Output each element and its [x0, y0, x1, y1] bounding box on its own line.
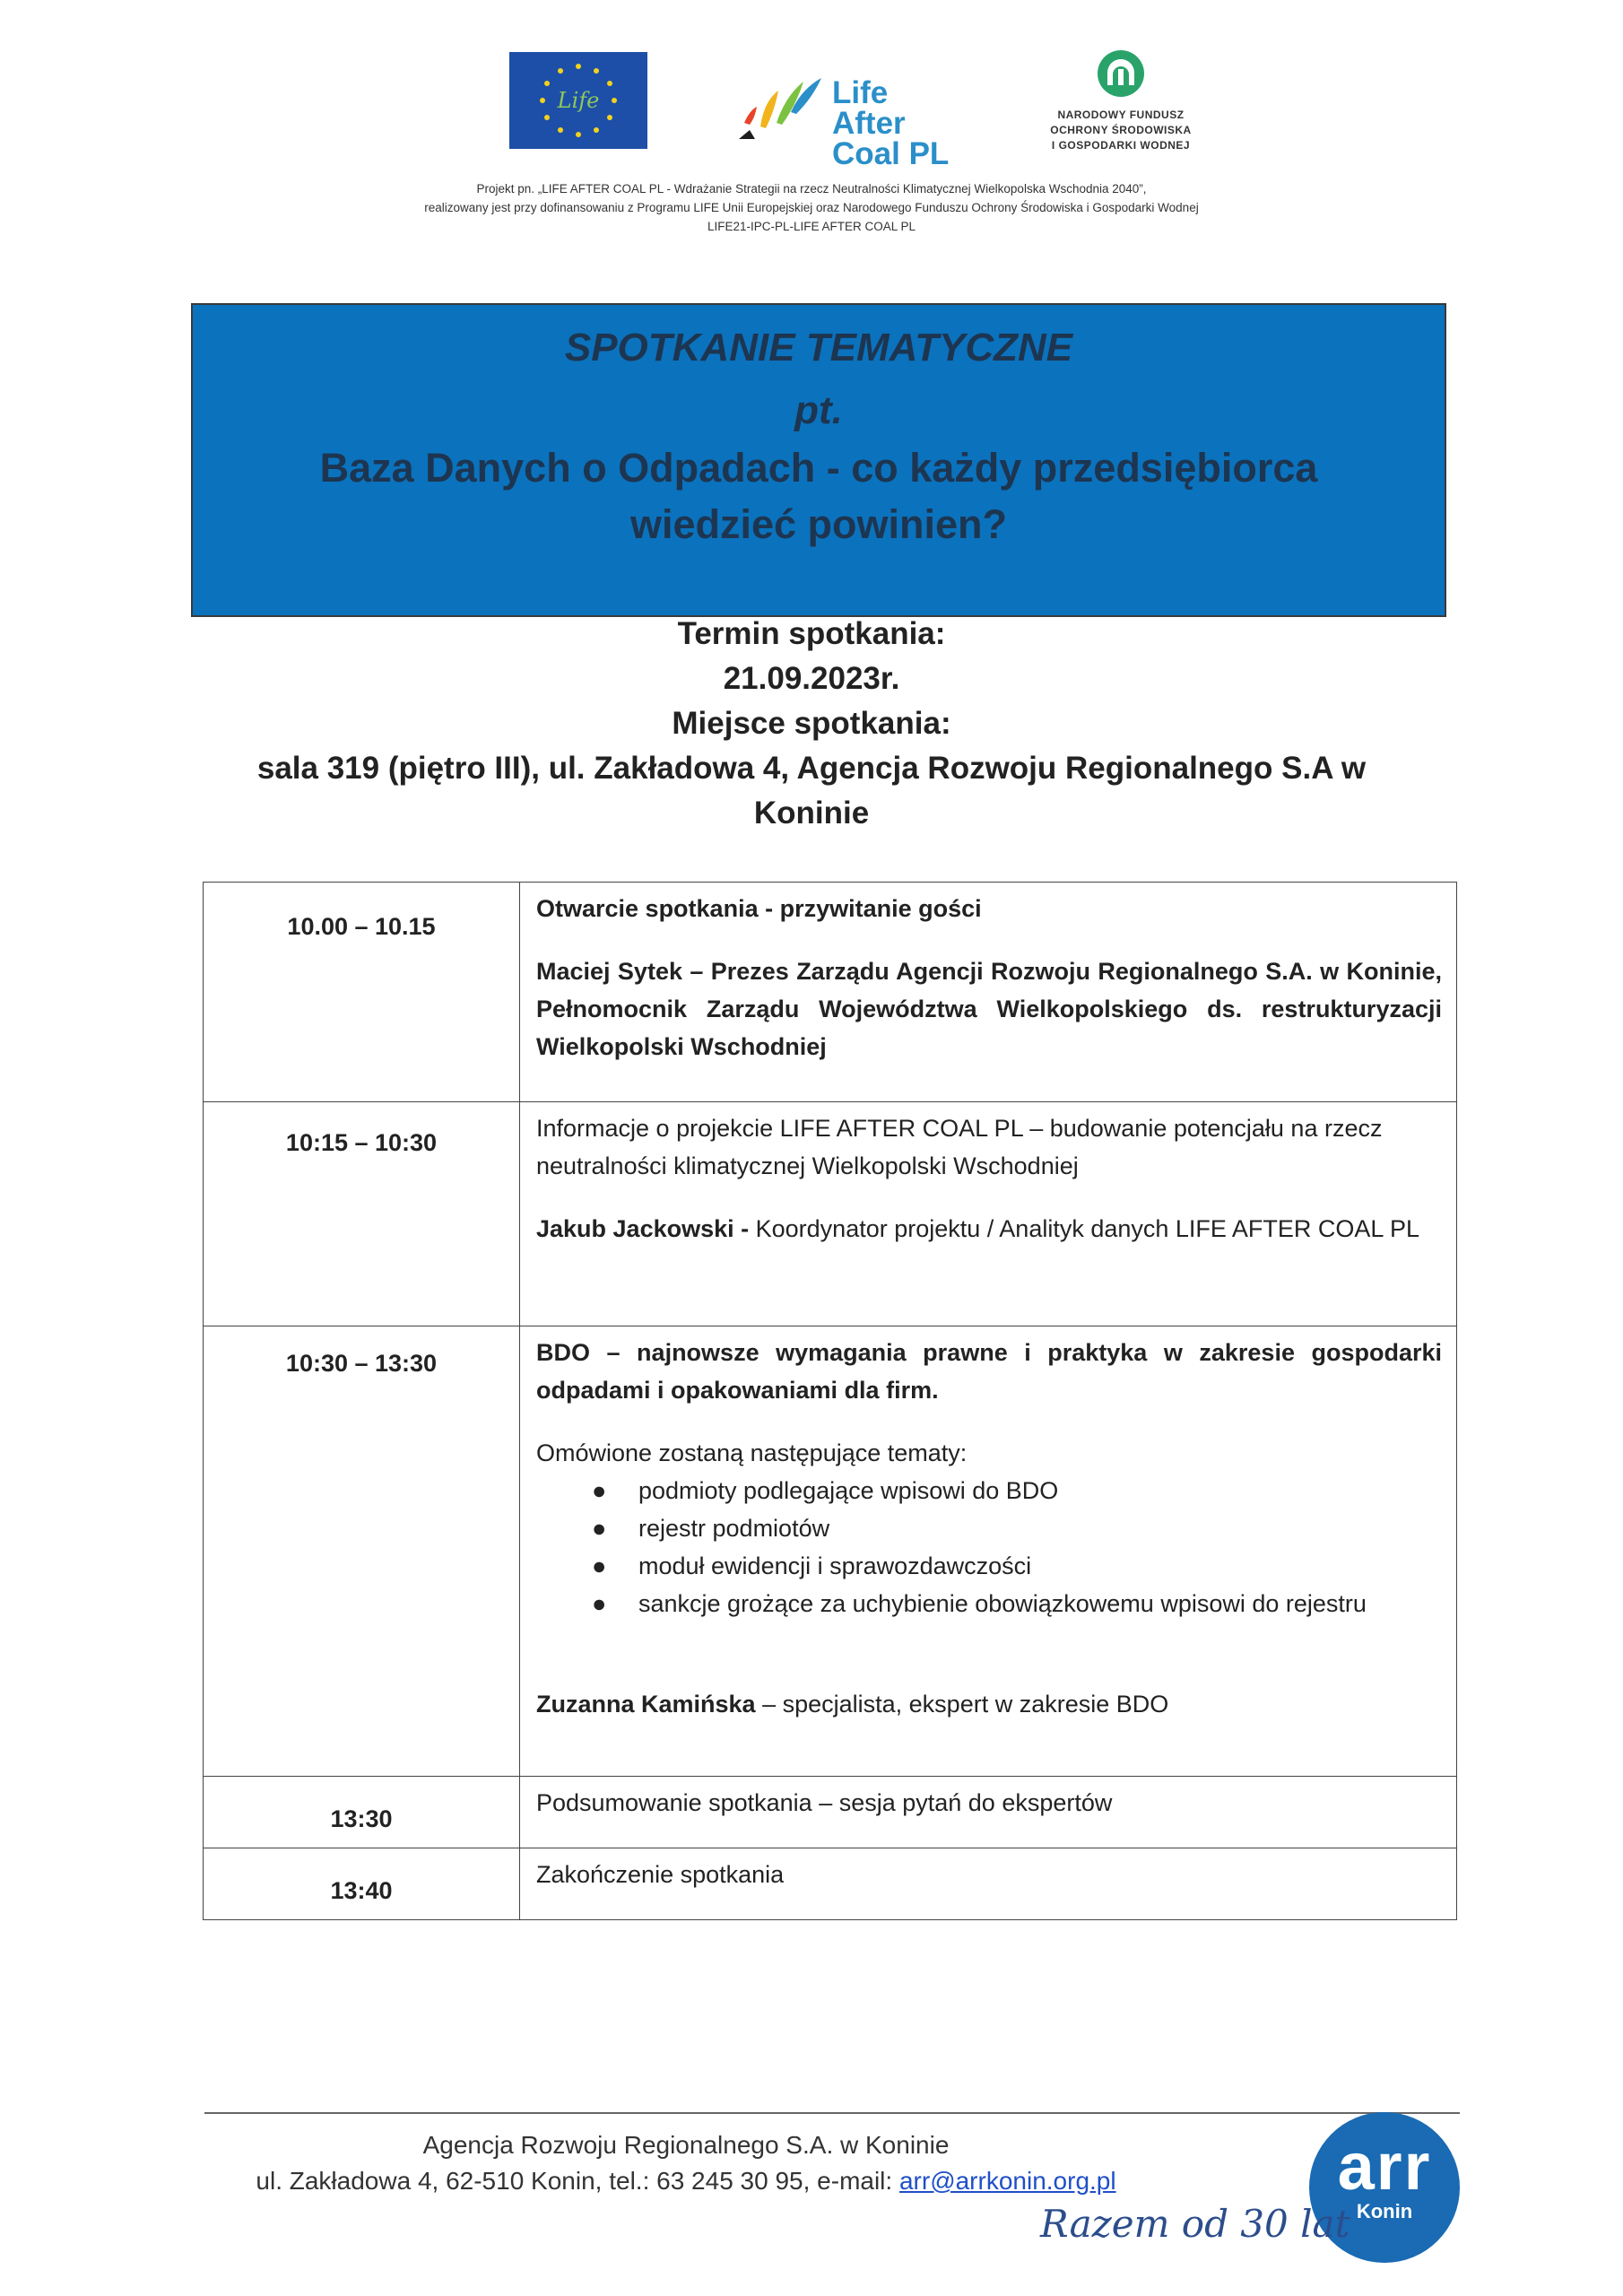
project-info-line1: Projekt pn. „LIFE AFTER COAL PL - Wdrażanie Strategii na rzecz Neutralności Klimatycznej Wielkopolska Wschodnia 2040”,: [476, 182, 1147, 196]
agenda-description: [520, 1326, 1457, 1777]
bullet-icon: ●: [592, 1515, 607, 1542]
footer-divider: [204, 2112, 1460, 2114]
meeting-date: 21.09.2023r.: [723, 661, 900, 696]
topic-text: podmioty podlegające wpisowi do BDO: [638, 1477, 1059, 1504]
speaker-role: Koordynator projektu / Analityk danych LIFE AFTER COAL PL: [749, 1215, 1419, 1242]
agenda-speaker: [536, 1685, 1442, 1723]
footer-email-link[interactable]: arr@arrkonin.org.pl: [898, 2167, 1116, 2195]
title-banner: [191, 303, 1446, 617]
meeting-place-line2: Koninie: [753, 796, 870, 831]
speaker-name: Jakub Jackowski -: [536, 1215, 750, 1242]
agenda-time: 13:40: [204, 1848, 520, 1920]
banner-subtitle: pt.: [794, 388, 843, 432]
slogan-signature: Razem od 30 lat: [1040, 2202, 1350, 2246]
agenda-time: 10:15 – 10:30: [204, 1102, 520, 1326]
topic-text: sankcje grożące za uchybienie obowiązkowemu wpisowi do rejestru: [638, 1590, 1367, 1617]
agenda-row: [204, 1777, 1457, 1848]
topic-item: [592, 1585, 1442, 1622]
agenda-description: [520, 883, 1457, 1102]
nf-line3: I GOSPODARKI WODNEJ: [1051, 139, 1191, 152]
project-info: [0, 179, 1623, 236]
agenda-title: BDO – najnowsze wymagania prawne i praktyka w zakresie gospodarki odpadami i opakowaniami dla firm.: [536, 1339, 1442, 1404]
nfosigw-text: [1031, 108, 1211, 153]
speaker-name: Zuzanna Kamińska: [536, 1691, 756, 1718]
life-after-coal-text: [832, 75, 968, 171]
footer-address: [0, 2163, 1372, 2199]
bullet-icon: ●: [592, 1590, 607, 1617]
agenda-title: Informacje o projekcie LIFE AFTER COAL PL – budowanie potencjału na rzecz neutralności klimatycznej Wielkopolski Wschodniej: [536, 1115, 1383, 1179]
agenda-time: 13:30: [204, 1777, 520, 1848]
footer: [0, 2127, 1372, 2199]
life-after-coal-logo: [735, 67, 968, 171]
bullet-icon: ●: [592, 1552, 607, 1579]
eu-life-label: Life: [557, 88, 600, 113]
topic-item: [592, 1472, 1442, 1509]
agenda-time: 10.00 – 10.15: [204, 883, 520, 1102]
nf-line1: NARODOWY FUNDUSZ: [1057, 109, 1185, 121]
footer-org: Agencja Rozwoju Regionalnego S.A. w Koninie: [422, 2131, 950, 2159]
nfosigw-icon: [1097, 49, 1145, 100]
eu-stars-graphic: [509, 52, 647, 149]
agenda-row: [204, 1848, 1457, 1920]
agenda-description: Podsumowanie spotkania – sesja pytań do ekspertów: [520, 1777, 1457, 1848]
life-after-coal-icon: [735, 67, 825, 148]
meeting-place-line1: sala 319 (piętro III), ul. Zakładowa 4, Agencja Rozwoju Regionalnego S.A w: [256, 751, 1367, 786]
banner-title: SPOTKANIE TEMATYCZNE: [564, 326, 1073, 370]
meeting-info: [0, 612, 1623, 836]
date-label: Termin spotkania:: [677, 616, 946, 651]
lac-line1: Life After: [832, 75, 906, 141]
arr-logo-city: Konin: [1356, 2200, 1413, 2222]
topic-list: [536, 1472, 1442, 1622]
footer-address-text: ul. Zakładowa 4, 62-510 Konin, tel.: 63 245 30 95, e-mail:: [256, 2167, 899, 2195]
topic-item: [592, 1509, 1442, 1547]
place-label: Miejsce spotkania:: [672, 706, 951, 741]
agenda-description: Zakończenie spotkania: [520, 1848, 1457, 1920]
project-info-line3: LIFE21-IPC-PL-LIFE AFTER COAL PL: [707, 220, 916, 233]
nfosigw-logo: [1031, 49, 1211, 157]
topic-text: moduł ewidencji i sprawozdawczości: [638, 1552, 1032, 1579]
nf-line2: OCHRONY ŚRODOWISKA: [1050, 124, 1192, 136]
agenda-row: [204, 1326, 1457, 1777]
agenda-speaker: Maciej Sytek – Prezes Zarządu Agencji Rozwoju Regionalnego S.A. w Koninie, Pełnomocnik Zarządu Województwa Wielkopolskiego ds. restrukturyzacji Wielkopolski Wschodniej: [536, 958, 1442, 1060]
agenda-table: [203, 882, 1457, 1920]
project-info-line2: realizowany jest przy dofinansowaniu z Programu LIFE Unii Europejskiej oraz Narodowego Funduszu Ochrony Środowiska i Gospodarki Wodnej: [424, 201, 1199, 214]
agenda-title: Otwarcie spotkania - przywitanie gości: [536, 895, 982, 922]
topics-intro: Omówione zostaną następujące tematy:: [536, 1439, 968, 1466]
topic-text: rejestr podmiotów: [638, 1515, 830, 1542]
agenda-description: [520, 1102, 1457, 1326]
bullet-icon: ●: [592, 1477, 607, 1504]
arr-logo-name: arr: [1337, 2129, 1432, 2204]
agenda-row: [204, 1102, 1457, 1326]
agenda-speaker: [536, 1210, 1442, 1248]
eu-life-logo: [509, 52, 647, 149]
agenda-time: 10:30 – 13:30: [204, 1326, 520, 1777]
agenda-row: [204, 883, 1457, 1102]
speaker-role: – specjalista, ekspert w zakresie BDO: [755, 1691, 1169, 1718]
lac-line2: Coal PL: [832, 136, 950, 171]
topic-item: [592, 1547, 1442, 1585]
banner-topic: Baza Danych o Odpadach - co każdy przedsiębiorca wiedzieć powinien?: [319, 445, 1318, 547]
